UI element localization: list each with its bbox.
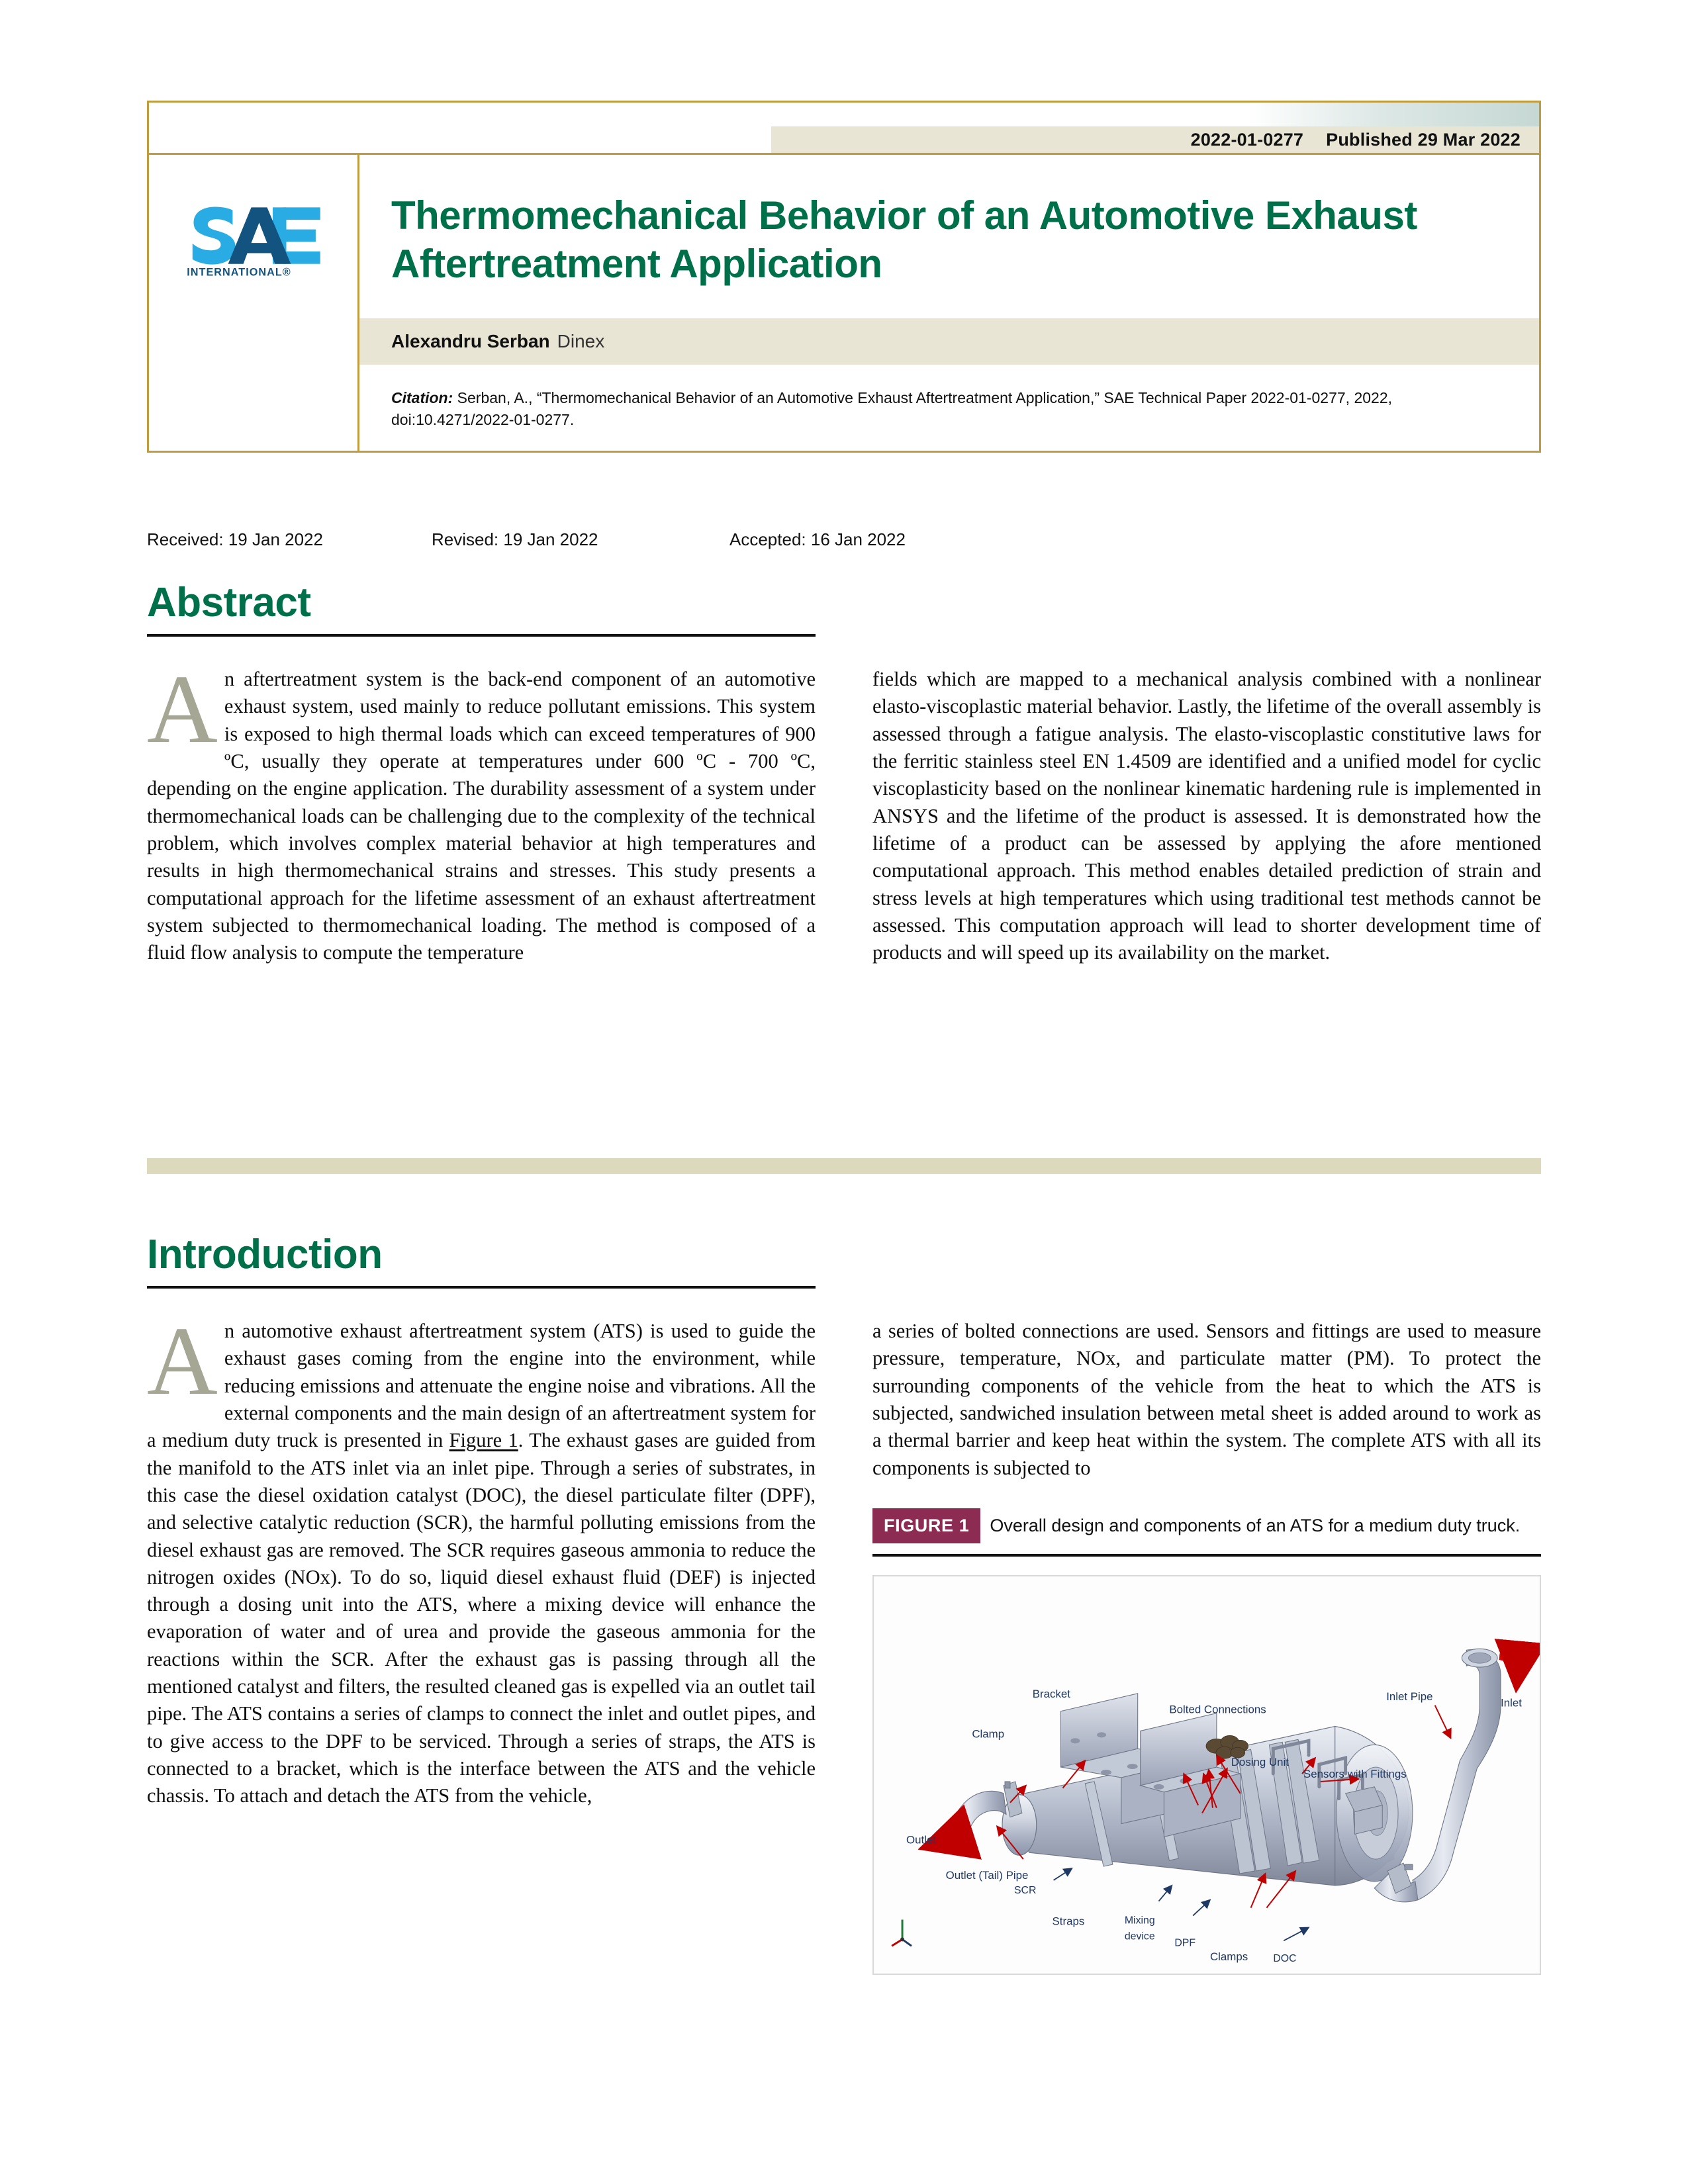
citation-label: Citation: <box>391 389 453 407</box>
introduction-column-left <box>147 1307 816 1975</box>
cad-label-sensors-with-fittings: Sensors with Fittings <box>1303 1768 1407 1781</box>
abstract-rule <box>147 634 816 637</box>
cad-label-inlet-pipe: Inlet Pipe <box>1386 1690 1433 1703</box>
author-affiliation: Dinex <box>557 331 605 352</box>
abstract-column-left <box>147 655 816 966</box>
author-name: Alexandru Serban <box>391 331 550 352</box>
logo-subtext: INTERNATIONAL® <box>186 266 291 279</box>
abstract-section <box>147 582 1541 966</box>
header-body <box>149 155 1539 451</box>
cad-label-inlet: Inlet <box>1501 1696 1522 1709</box>
published-date: Published 29 Mar 2022 <box>1326 130 1521 150</box>
abstract-columns <box>147 655 1541 966</box>
cad-label-dpf: DPF <box>1174 1937 1196 1949</box>
header-meta-text <box>1191 126 1521 153</box>
doc-number: 2022-01-0277 <box>1190 130 1304 150</box>
cad-label-doc: DOC <box>1273 1953 1297 1965</box>
cad-label-straps: Straps <box>1052 1915 1085 1928</box>
figure-1-block <box>872 1508 1541 1975</box>
dates-row <box>147 529 1541 550</box>
introduction-left-text-part1: n automotive exhaust aftertreatment system (ATS) is used to guide the exhaust gases coming from the engine into the environment, while reducing emissions and attenuate the engine noise and vibrations. All the external components and the main design of an aftertreatment system for a medium duty truck is presented in <box>147 1320 816 1452</box>
introduction-column-right <box>872 1318 1541 1975</box>
cad-label-dosing-unit: Dosing Unit <box>1231 1756 1289 1769</box>
cad-label-scr: SCR <box>1013 1885 1037 1897</box>
header-meta-bar <box>149 103 1539 155</box>
introduction-left-text-part2: . The exhaust gases are guided from the manifold to the ATS inlet via an inlet pipe. Through a series of substrates, in this case the diesel oxidation catalyst (DOC), the diesel particulate filter (DPF), and selective catalytic reduction (SCR), the harmful polluting emissions from the diesel exhaust gas are removed. The SCR requires gaseous ammonia to reduce the nitrogen oxides (NOx). To do so, liquid diesel exhaust fluid (DEF) is injected through a dosing unit into the ATS, where a mixing device will enhance the evaporation of water and of urea and provide the gaseous ammonia for the reactions within the SCR. After the exhaust gas is passing through all the mentioned catalyst and filters, the resulted cleaned gas is expelled via an outlet tail pipe. The ATS contains a series of clamps to connect the inlet and outlet pipes, and to give access to the DPF to be serviced. Through a series of straps, the ATS is connected to a bracket, which is the interface between the ATS and the vehicle chassis. To attach and detach the ATS from the vehicle, <box>147 1429 816 1807</box>
cad-label-outlet-tail-pipe: Outlet (Tail) Pipe <box>945 1869 1029 1882</box>
introduction-rule <box>147 1286 816 1289</box>
abstract-paragraph-left <box>147 655 816 966</box>
paper-header-box <box>147 101 1541 453</box>
cad-label-clamp: Clamp <box>972 1727 1005 1741</box>
introduction-dropcap: A <box>147 1307 218 1416</box>
page-title: Thermomechanical Behavior of an Automotive Exhaust Aftertreatment Application <box>391 193 1417 286</box>
title-cell <box>359 155 1539 451</box>
header-gradient-accent <box>1248 103 1539 126</box>
date-accepted: Accepted: 16 Jan 2022 <box>729 529 906 549</box>
figure-1-caption <box>872 1508 1541 1543</box>
introduction-section <box>147 1234 1541 1975</box>
abstract-paragraph-right: fields which are mapped to a mechanical analysis combined with a nonlinear elasto-viscoplastic material behavior. Lastly, the lifetime of the overall assembly is assessed through a fatigue analysis. The elasto-viscoplastic constitutive laws for the ferritic stainless steel EN 1.4509 are identified and a unified model for cyclic viscoplasticity based on the nonlinear kinematic hardening rule is implemented in ANSYS and the lifetime of the product is assessed. It is demonstrated how the lifetime of a product can be assessed by applying the afore mentioned computational approach. This method enables detailed prediction of strain and stress levels at high temperatures which using traditional test methods cannot be assessed. This computation approach will lead to shorter development time of products and will speed up its availability on the market. <box>872 668 1541 964</box>
introduction-columns <box>147 1307 1541 1975</box>
cad-label-clamps: Clamps <box>1209 1950 1248 1964</box>
figure-1-caption-text: Overall design and components of an ATS for a medium duty truck. <box>990 1515 1521 1535</box>
figure-1-image <box>872 1575 1541 1975</box>
abstract-dropcap: A <box>147 655 218 764</box>
abstract-heading: Abstract <box>147 580 311 625</box>
cad-label-outlet: Outlet <box>906 1833 937 1846</box>
figure-1-reference-link[interactable]: Figure 1 <box>449 1429 518 1452</box>
introduction-paragraph-left <box>147 1307 816 1810</box>
figure-1-rule <box>872 1554 1541 1557</box>
date-revised: Revised: 19 Jan 2022 <box>432 529 598 549</box>
introduction-heading: Introduction <box>147 1232 383 1277</box>
cad-label-mixing-device-line2: device <box>1124 1931 1155 1942</box>
abstract-column-right <box>872 666 1541 966</box>
abstract-left-text: n aftertreatment system is the back-end component of an automotive exhaust system, used mainly to reduce pollutant emissions. This system is exposed to high thermal loads which can exceed temperatures of 900 ºC, usually they operate at temperatures under 600 ºC - 700 ºC, depending on the engine application. The durability assessment of a system under thermomechanical loads can be challenging due to the complexity of the technical problem, which involves complex material behavior at high temperatures and results in high thermomechanical strains and stresses. This study presents a computational approach for the lifetime assessment of an exhaust aftertreatment system subjected to thermomechanical loading. The method is composed of a fluid flow analysis to compute the temperature <box>147 668 816 964</box>
citation-text: Serban, A., “Thermomechanical Behavior of an Automotive Exhaust Aftertreatment Application,” SAE Technical Paper 2022-01-0277, 2022, doi:10.4271/2022-01-0277. <box>391 389 1392 428</box>
section-divider-bar <box>147 1158 1541 1174</box>
introduction-paragraph-right: a series of bolted connections are used. Sensors and fittings are used to measure pressure, temperature, NOx, and particulate matter (PM). To protect the surrounding components of the vehicle from the heat to which the ATS is subjected, sandwiched insulation between metal sheet is added around to work as a thermal barrier and keep heat within the system. The complete ATS with all its components is subjected to <box>872 1320 1541 1479</box>
sae-international-logo <box>180 193 327 278</box>
ats-cad-diagram <box>874 1576 1540 1974</box>
cad-label-bolted-connections: Bolted Connections <box>1169 1703 1266 1716</box>
sae-logo-cell <box>149 155 359 451</box>
cad-label-mixing-device-line1: Mixing <box>1124 1915 1155 1927</box>
date-received: Received: 19 Jan 2022 <box>147 529 323 549</box>
cad-label-bracket: Bracket <box>1032 1687 1070 1700</box>
figure-1-badge: FIGURE 1 <box>872 1508 980 1543</box>
citation-block <box>359 365 1539 450</box>
author-band <box>359 318 1539 365</box>
